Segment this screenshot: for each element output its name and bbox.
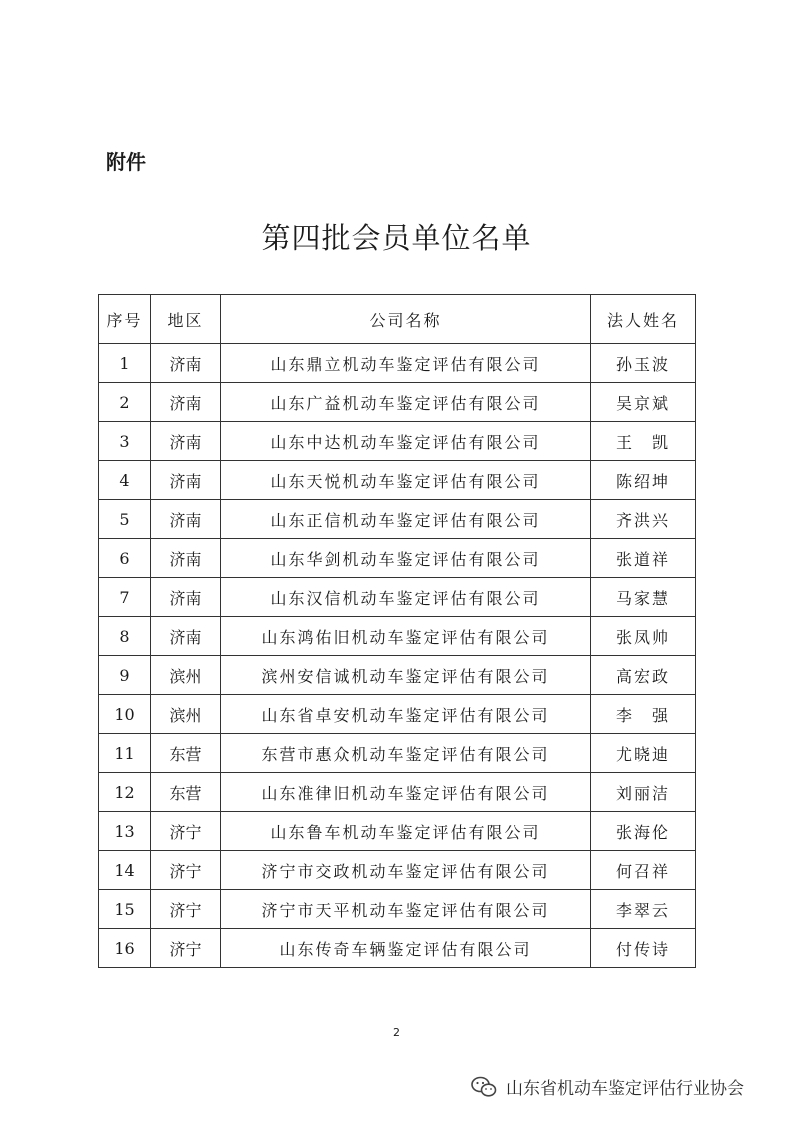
cell-no: 9 (99, 656, 151, 695)
table-row (99, 500, 696, 539)
cell-region: 济宁 (151, 851, 221, 890)
cell-person: 张道祥 (591, 539, 696, 578)
table-row (99, 734, 696, 773)
table-row (99, 656, 696, 695)
cell-no: 15 (99, 890, 151, 929)
cell-company: 山东传奇车辆鉴定评估有限公司 (221, 929, 591, 968)
table-row (99, 383, 696, 422)
cell-region: 东营 (151, 773, 221, 812)
table-row (99, 695, 696, 734)
column-header-no: 序号 (99, 295, 151, 344)
wechat-icon (470, 1075, 498, 1099)
watermark (470, 1074, 744, 1099)
cell-person: 高宏政 (591, 656, 696, 695)
cell-region: 滨州 (151, 695, 221, 734)
table-row (99, 812, 696, 851)
cell-company: 济宁市交政机动车鉴定评估有限公司 (221, 851, 591, 890)
cell-no: 6 (99, 539, 151, 578)
cell-person: 马家慧 (591, 578, 696, 617)
column-header-person: 法人姓名 (591, 295, 696, 344)
table-body (99, 344, 696, 968)
table-row (99, 422, 696, 461)
table-header-row (99, 295, 696, 344)
table-row (99, 344, 696, 383)
watermark-text: 山东省机动车鉴定评估行业协会 (506, 1079, 744, 1099)
cell-company: 山东天悦机动车鉴定评估有限公司 (221, 461, 591, 500)
cell-company: 滨州安信诚机动车鉴定评估有限公司 (221, 656, 591, 695)
cell-region: 济宁 (151, 812, 221, 851)
cell-company: 山东省卓安机动车鉴定评估有限公司 (221, 695, 591, 734)
cell-company: 山东华剑机动车鉴定评估有限公司 (221, 539, 591, 578)
cell-no: 4 (99, 461, 151, 500)
cell-no: 8 (99, 617, 151, 656)
cell-region: 济南 (151, 422, 221, 461)
cell-no: 14 (99, 851, 151, 890)
page-number: 2 (393, 1026, 400, 1039)
attachment-label: 附件 (106, 150, 146, 174)
cell-region: 济南 (151, 344, 221, 383)
cell-person: 孙玉波 (591, 344, 696, 383)
member-table (98, 294, 696, 968)
cell-no: 16 (99, 929, 151, 968)
table-row (99, 890, 696, 929)
cell-person: 李 强 (591, 695, 696, 734)
page-title: 第四批会员单位名单 (261, 221, 532, 255)
cell-person: 李翠云 (591, 890, 696, 929)
cell-person: 尤晓迪 (591, 734, 696, 773)
cell-company: 山东广益机动车鉴定评估有限公司 (221, 383, 591, 422)
cell-region: 东营 (151, 734, 221, 773)
cell-company: 山东中达机动车鉴定评估有限公司 (221, 422, 591, 461)
cell-person: 吴京斌 (591, 383, 696, 422)
table-row (99, 461, 696, 500)
cell-person: 刘丽洁 (591, 773, 696, 812)
cell-region: 济南 (151, 461, 221, 500)
cell-company: 山东汉信机动车鉴定评估有限公司 (221, 578, 591, 617)
cell-company: 济宁市天平机动车鉴定评估有限公司 (221, 890, 591, 929)
cell-company: 东营市惠众机动车鉴定评估有限公司 (221, 734, 591, 773)
cell-region: 济南 (151, 539, 221, 578)
cell-no: 5 (99, 500, 151, 539)
cell-person: 陈绍坤 (591, 461, 696, 500)
cell-company: 山东准律旧机动车鉴定评估有限公司 (221, 773, 591, 812)
cell-company: 山东鲁车机动车鉴定评估有限公司 (221, 812, 591, 851)
cell-company: 山东鼎立机动车鉴定评估有限公司 (221, 344, 591, 383)
table-row (99, 929, 696, 968)
column-header-region: 地区 (151, 295, 221, 344)
cell-region: 济南 (151, 500, 221, 539)
cell-no: 2 (99, 383, 151, 422)
cell-company: 山东正信机动车鉴定评估有限公司 (221, 500, 591, 539)
cell-region: 济南 (151, 383, 221, 422)
cell-company: 山东鸿佑旧机动车鉴定评估有限公司 (221, 617, 591, 656)
table-row (99, 773, 696, 812)
cell-region: 济宁 (151, 890, 221, 929)
cell-no: 11 (99, 734, 151, 773)
cell-person: 何召祥 (591, 851, 696, 890)
table-row (99, 578, 696, 617)
cell-person: 王 凯 (591, 422, 696, 461)
cell-region: 济南 (151, 578, 221, 617)
cell-region: 济南 (151, 617, 221, 656)
cell-no: 7 (99, 578, 151, 617)
cell-no: 13 (99, 812, 151, 851)
cell-person: 张海伦 (591, 812, 696, 851)
cell-no: 12 (99, 773, 151, 812)
table-row (99, 539, 696, 578)
cell-person: 付传诗 (591, 929, 696, 968)
table-row (99, 851, 696, 890)
cell-person: 齐洪兴 (591, 500, 696, 539)
cell-region: 滨州 (151, 656, 221, 695)
cell-person: 张凤帅 (591, 617, 696, 656)
table-row (99, 617, 696, 656)
cell-no: 3 (99, 422, 151, 461)
cell-no: 10 (99, 695, 151, 734)
cell-region: 济宁 (151, 929, 221, 968)
cell-no: 1 (99, 344, 151, 383)
column-header-company: 公司名称 (221, 295, 591, 344)
